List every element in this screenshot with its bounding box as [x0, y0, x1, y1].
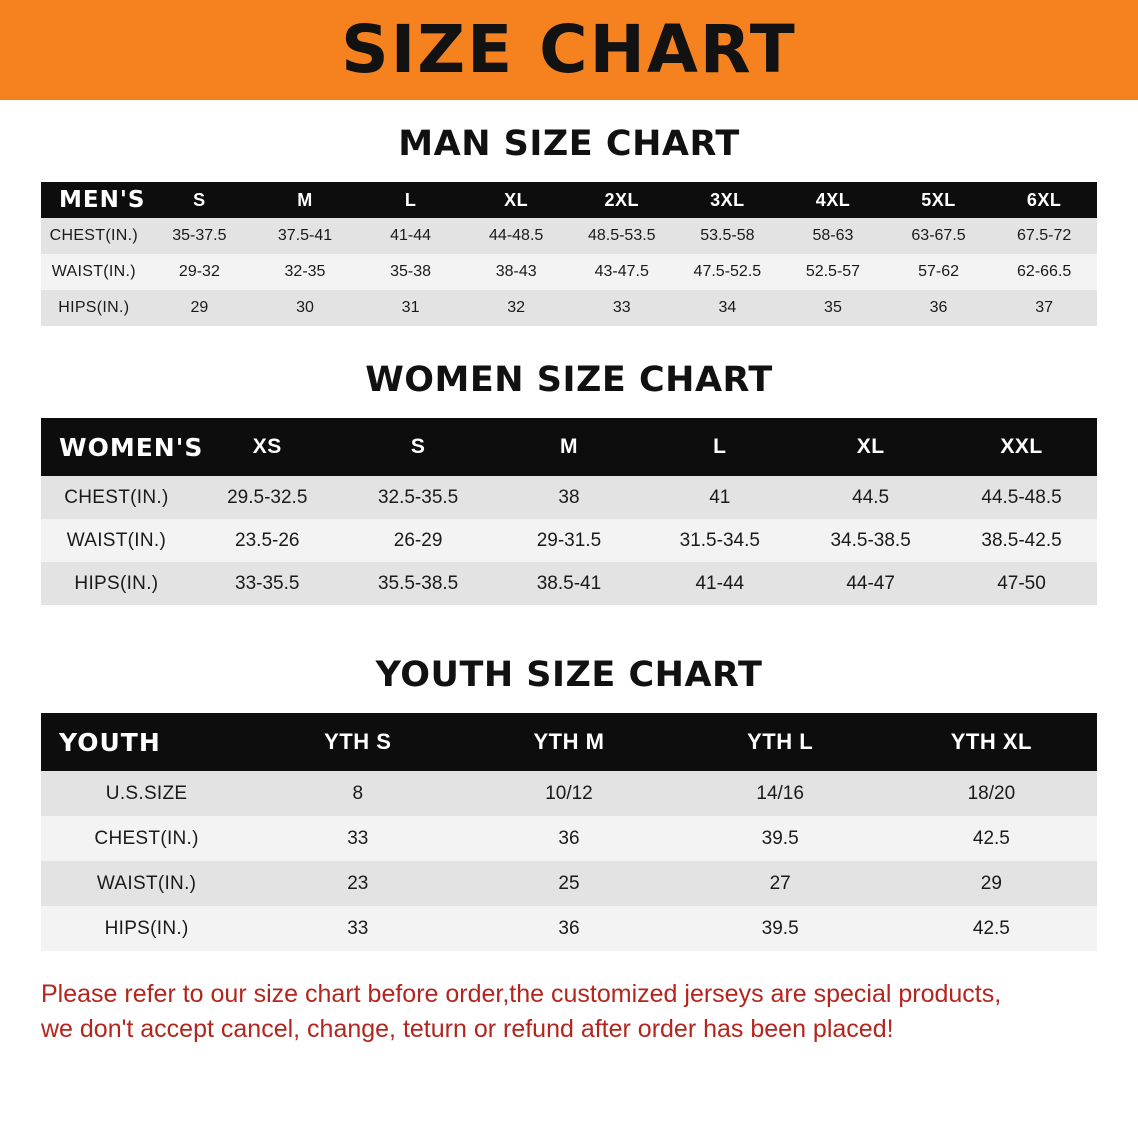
women-size-table-wrap — [41, 418, 1097, 605]
man-header-cell: L — [358, 182, 464, 218]
cell: 14/16 — [675, 771, 886, 816]
cell: 37 — [991, 290, 1097, 326]
women-header-label: WOMEN'S — [41, 418, 192, 476]
women-table-body — [41, 476, 1097, 605]
women-header-cell: M — [494, 418, 645, 476]
cell: 34 — [675, 290, 781, 326]
table-row — [41, 861, 1097, 906]
row-label: HIPS(IN.) — [41, 906, 252, 951]
cell: 44-48.5 — [463, 218, 569, 254]
man-section-heading: MAN SIZE CHART — [398, 124, 740, 164]
cell: 37.5-41 — [252, 218, 358, 254]
table-row — [41, 290, 1097, 326]
man-table-body — [41, 218, 1097, 326]
row-label: CHEST(IN.) — [41, 476, 192, 519]
cell: 29 — [147, 290, 253, 326]
cell: 31 — [358, 290, 464, 326]
man-header-cell: M — [252, 182, 358, 218]
man-size-table — [41, 182, 1097, 326]
cell: 35.5-38.5 — [343, 562, 494, 605]
women-header-cell: XL — [795, 418, 946, 476]
row-label: WAIST(IN.) — [41, 861, 252, 906]
table-row — [41, 519, 1097, 562]
cell: 47-50 — [946, 562, 1097, 605]
cell: 32 — [463, 290, 569, 326]
cell: 36 — [886, 290, 992, 326]
cell: 18/20 — [886, 771, 1097, 816]
disclaimer-note — [41, 977, 1097, 1046]
cell: 35-38 — [358, 254, 464, 290]
cell: 53.5-58 — [675, 218, 781, 254]
cell: 29.5-32.5 — [192, 476, 343, 519]
cell: 8 — [252, 771, 463, 816]
youth-header-cell: YTH S — [252, 713, 463, 771]
cell: 32.5-35.5 — [343, 476, 494, 519]
women-header-cell: L — [644, 418, 795, 476]
cell: 35-37.5 — [147, 218, 253, 254]
youth-size-table-wrap — [41, 713, 1097, 951]
table-header-row — [41, 418, 1097, 476]
row-label: U.S.SIZE — [41, 771, 252, 816]
cell: 39.5 — [675, 906, 886, 951]
table-row — [41, 254, 1097, 290]
youth-header-cell: YTH M — [463, 713, 674, 771]
women-size-table — [41, 418, 1097, 605]
cell: 23 — [252, 861, 463, 906]
cell: 36 — [463, 906, 674, 951]
cell: 33 — [252, 906, 463, 951]
cell: 29-31.5 — [494, 519, 645, 562]
cell: 42.5 — [886, 816, 1097, 861]
man-header-cell: S — [147, 182, 253, 218]
cell: 39.5 — [675, 816, 886, 861]
disclaimer-line-2: we don't accept cancel, change, teturn or refund after order has been placed! — [41, 1014, 894, 1043]
youth-header-cell: YTH XL — [886, 713, 1097, 771]
cell: 41 — [644, 476, 795, 519]
table-header-row — [41, 182, 1097, 218]
cell: 44.5-48.5 — [946, 476, 1097, 519]
cell: 32-35 — [252, 254, 358, 290]
banner — [0, 0, 1138, 100]
cell: 38.5-42.5 — [946, 519, 1097, 562]
row-label: HIPS(IN.) — [41, 562, 192, 605]
disclaimer-line-1: Please refer to our size chart before order,the customized jerseys are special products, — [41, 980, 1002, 1008]
cell: 58-63 — [780, 218, 886, 254]
youth-section-heading: YOUTH SIZE CHART — [375, 655, 763, 695]
cell: 34.5-38.5 — [795, 519, 946, 562]
cell: 67.5-72 — [991, 218, 1097, 254]
women-header-cell: S — [343, 418, 494, 476]
cell: 30 — [252, 290, 358, 326]
row-label: CHEST(IN.) — [41, 218, 147, 254]
row-label: WAIST(IN.) — [41, 519, 192, 562]
youth-table-head — [41, 713, 1097, 771]
cell: 31.5-34.5 — [644, 519, 795, 562]
cell: 33-35.5 — [192, 562, 343, 605]
cell: 23.5-26 — [192, 519, 343, 562]
cell: 63-67.5 — [886, 218, 992, 254]
cell: 42.5 — [886, 906, 1097, 951]
youth-header-label: YOUTH — [41, 713, 252, 771]
cell: 26-29 — [343, 519, 494, 562]
cell: 62-66.5 — [991, 254, 1097, 290]
cell: 43-47.5 — [569, 254, 675, 290]
cell: 44-47 — [795, 562, 946, 605]
youth-table-body — [41, 771, 1097, 951]
cell: 35 — [780, 290, 886, 326]
women-header-cell: XXL — [946, 418, 1097, 476]
cell: 38.5-41 — [494, 562, 645, 605]
table-header-row — [41, 713, 1097, 771]
cell: 25 — [463, 861, 674, 906]
row-label: WAIST(IN.) — [41, 254, 147, 290]
cell: 36 — [463, 816, 674, 861]
man-header-label: MEN'S — [41, 182, 147, 218]
man-header-cell: 5XL — [886, 182, 992, 218]
cell: 41-44 — [644, 562, 795, 605]
women-section-heading: WOMEN SIZE CHART — [365, 360, 773, 400]
cell: 29 — [886, 861, 1097, 906]
women-table-head — [41, 418, 1097, 476]
man-header-cell: 6XL — [991, 182, 1097, 218]
man-table-head — [41, 182, 1097, 218]
table-row — [41, 906, 1097, 951]
cell: 47.5-52.5 — [675, 254, 781, 290]
cell: 38-43 — [463, 254, 569, 290]
cell: 33 — [569, 290, 675, 326]
cell: 29-32 — [147, 254, 253, 290]
row-label: CHEST(IN.) — [41, 816, 252, 861]
page-title: SIZE CHART — [341, 11, 797, 88]
cell: 57-62 — [886, 254, 992, 290]
table-row — [41, 816, 1097, 861]
cell: 52.5-57 — [780, 254, 886, 290]
table-row — [41, 476, 1097, 519]
table-row — [41, 562, 1097, 605]
man-header-cell: 4XL — [780, 182, 886, 218]
youth-header-cell: YTH L — [675, 713, 886, 771]
cell: 27 — [675, 861, 886, 906]
man-header-cell: XL — [463, 182, 569, 218]
table-row — [41, 218, 1097, 254]
cell: 33 — [252, 816, 463, 861]
cell: 38 — [494, 476, 645, 519]
man-header-cell: 2XL — [569, 182, 675, 218]
cell: 48.5-53.5 — [569, 218, 675, 254]
cell: 41-44 — [358, 218, 464, 254]
cell: 44.5 — [795, 476, 946, 519]
row-label: HIPS(IN.) — [41, 290, 147, 326]
women-header-cell: XS — [192, 418, 343, 476]
youth-size-table — [41, 713, 1097, 951]
man-size-table-wrap — [41, 182, 1097, 326]
cell: 10/12 — [463, 771, 674, 816]
table-row — [41, 771, 1097, 816]
man-header-cell: 3XL — [675, 182, 781, 218]
